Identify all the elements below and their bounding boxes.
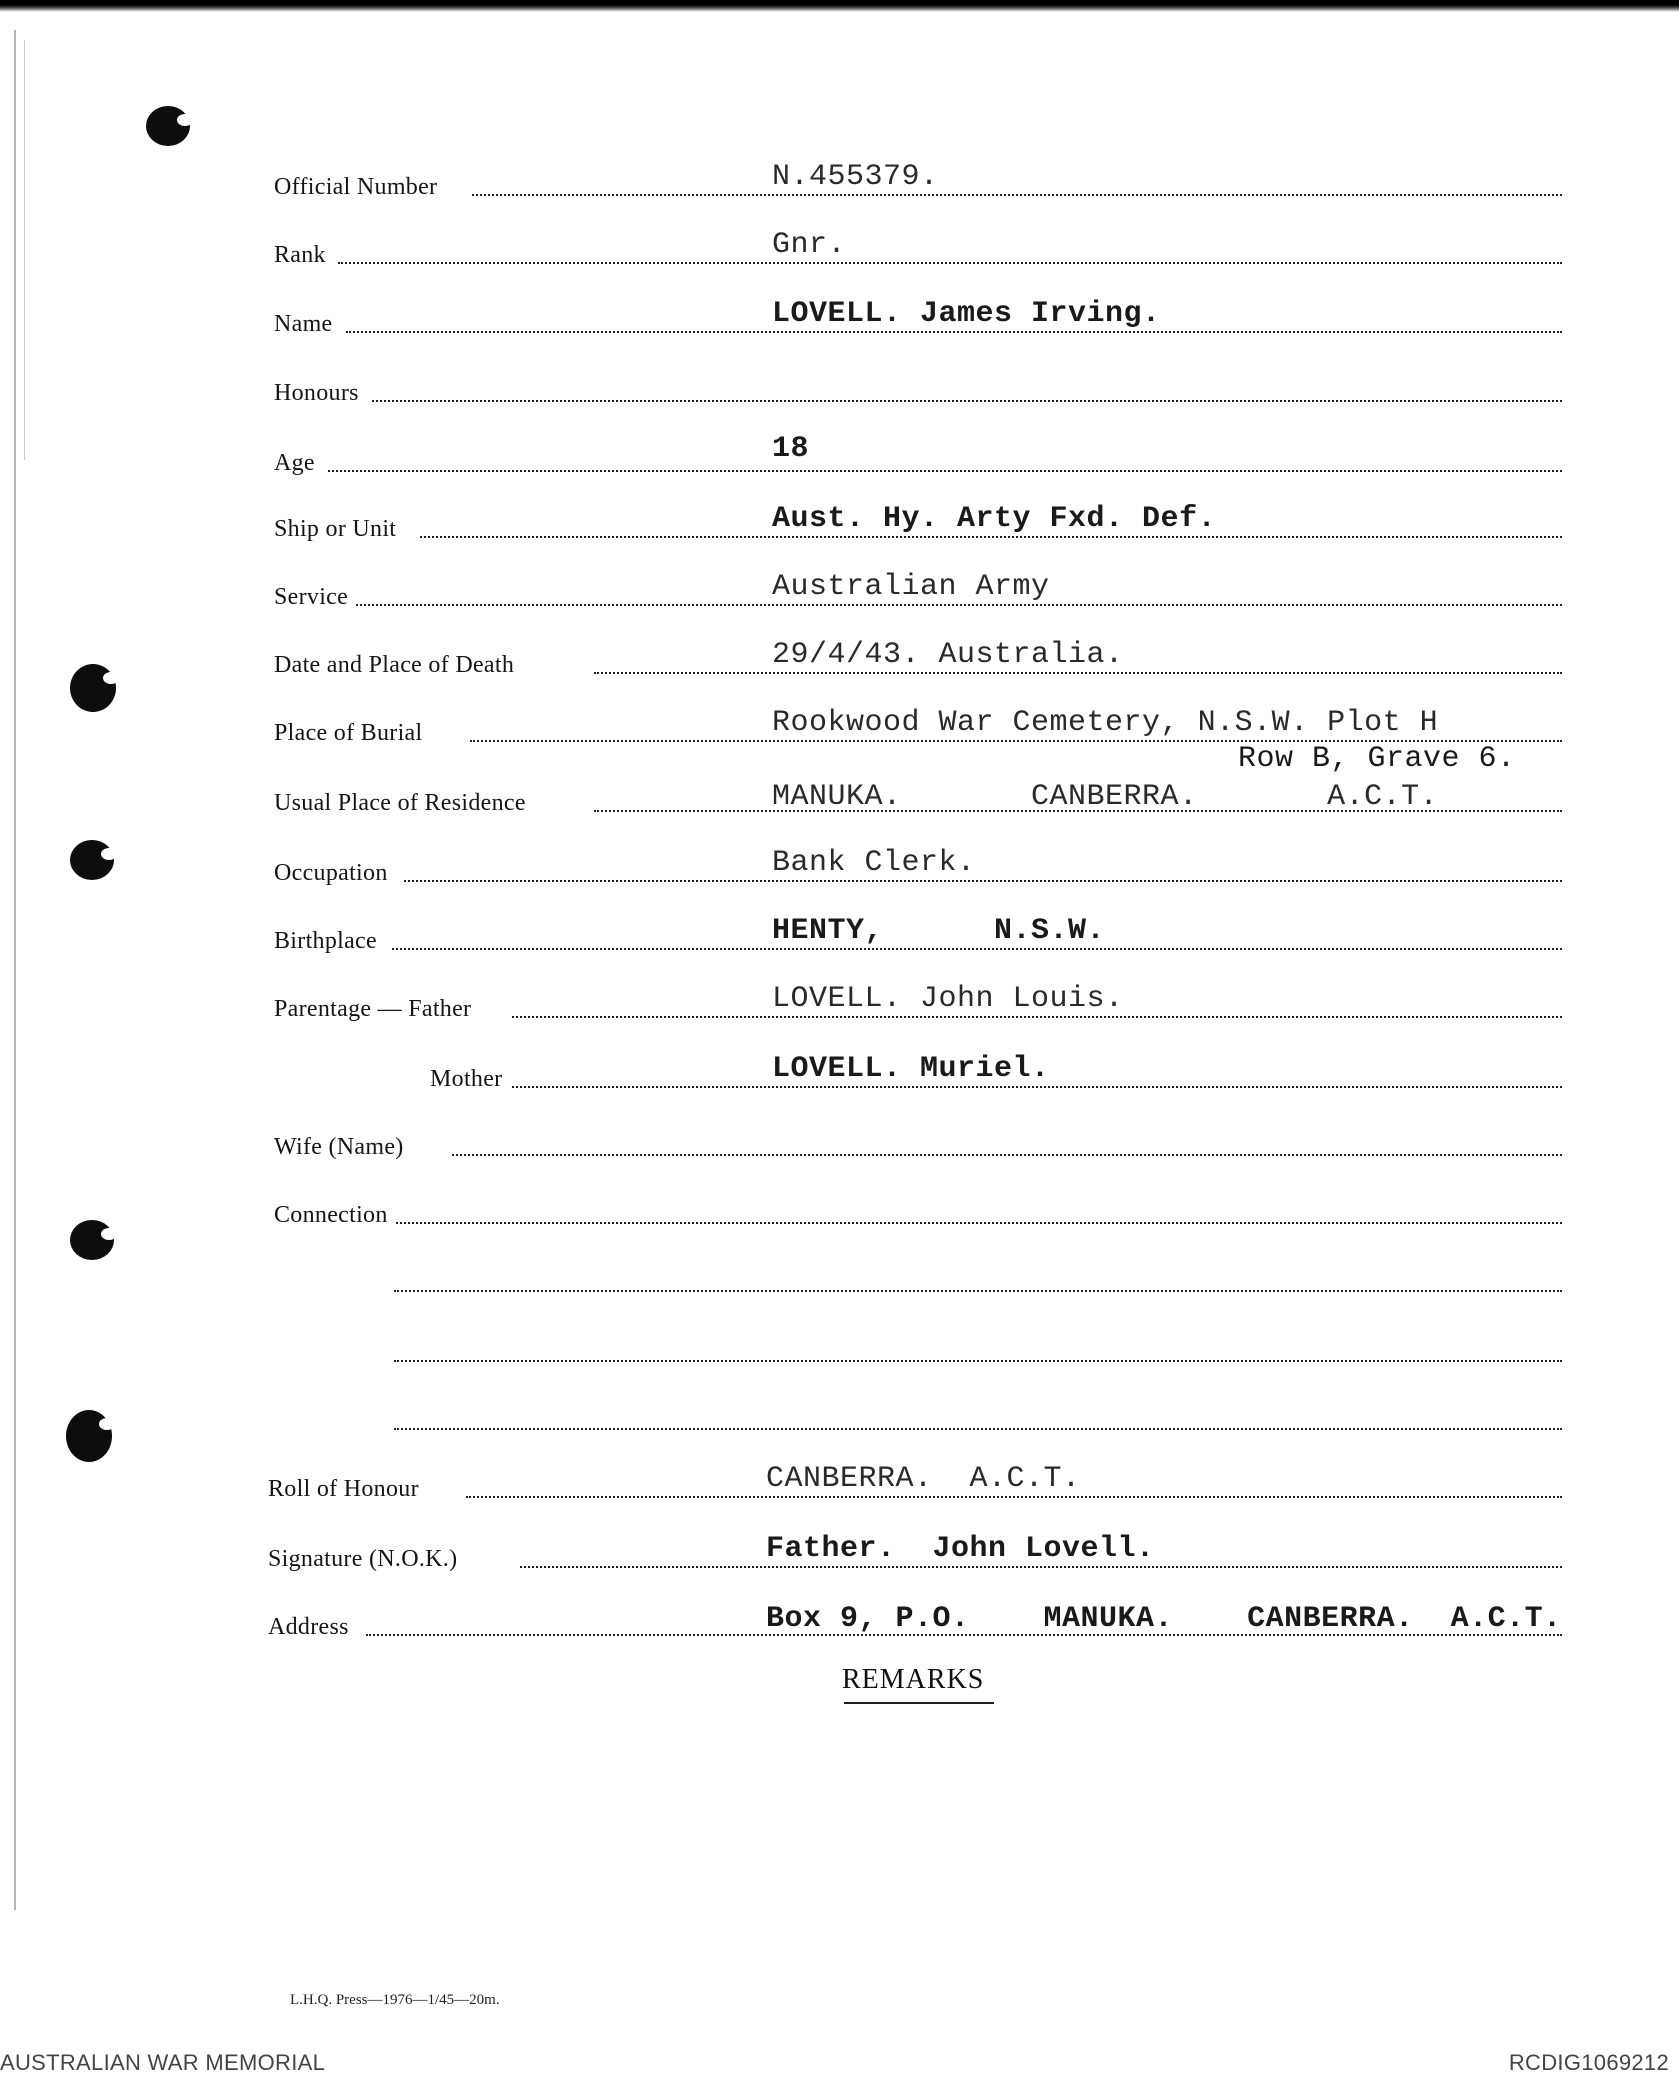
row-father <box>0 982 1679 1042</box>
value-address: Box 9, P.O. MANUKA. CANBERRA. A.C.T. <box>766 1602 1562 1636</box>
label-official-number: Official Number <box>274 174 438 200</box>
label-wife: Wife (Name) <box>274 1134 404 1160</box>
scan-top-edge <box>0 0 1679 12</box>
row-wife <box>0 1120 1679 1180</box>
label-ship-or-unit: Ship or Unit <box>274 516 397 542</box>
label-service: Service <box>274 584 349 610</box>
value-signature: Father. John Lovell. <box>766 1532 1155 1566</box>
row-name <box>0 297 1679 357</box>
label-place-of-burial: Place of Burial <box>274 720 423 746</box>
value-father: LOVELL. John Louis. <box>772 982 1124 1016</box>
row-roll-of-honour <box>0 1462 1679 1522</box>
label-name: Name <box>274 311 333 337</box>
value-rank: Gnr. <box>772 228 847 262</box>
dotted-line <box>392 948 1562 950</box>
value-place-of-burial-line2: Row B, Grave 6. <box>1238 742 1516 776</box>
label-signature: Signature (N.O.K.) <box>268 1546 458 1572</box>
label-usual-residence: Usual Place of Residence <box>274 790 526 816</box>
value-place-of-burial: Rookwood War Cemetery, N.S.W. Plot H <box>772 706 1439 740</box>
row-date-place-death <box>0 638 1679 698</box>
value-date-place-death: 29/4/43. Australia. <box>772 638 1124 672</box>
label-mother: Mother <box>430 1066 503 1092</box>
dotted-line <box>520 1566 1562 1568</box>
row-birthplace <box>0 914 1679 974</box>
blank-dotted-line <box>394 1428 1562 1430</box>
row-occupation <box>0 846 1679 906</box>
dotted-line <box>512 1086 1562 1088</box>
value-birthplace: HENTY, N.S.W. <box>772 914 1106 948</box>
value-occupation: Bank Clerk. <box>772 846 976 880</box>
row-signature <box>0 1532 1679 1592</box>
dotted-line <box>452 1154 1562 1156</box>
value-name: LOVELL. James Irving. <box>772 297 1161 331</box>
label-honours: Honours <box>274 380 359 406</box>
dotted-line <box>396 1222 1562 1224</box>
value-official-number: N.455379. <box>772 160 939 194</box>
label-rank: Rank <box>274 242 326 268</box>
footer-archive-name: AUSTRALIAN WAR MEMORIAL <box>0 2050 326 2075</box>
row-official-number <box>0 160 1679 220</box>
row-honours <box>0 366 1679 426</box>
punch-hole <box>146 106 190 146</box>
row-place-of-burial <box>0 706 1679 776</box>
label-father: Parentage — Father <box>274 996 472 1022</box>
row-connection <box>0 1188 1679 1248</box>
printer-imprint: L.H.Q. Press—1976—1/45—20m. <box>290 1992 500 2008</box>
value-ship-or-unit: Aust. Hy. Arty Fxd. Def. <box>772 502 1217 536</box>
dotted-line <box>594 672 1562 674</box>
dotted-line <box>420 536 1562 538</box>
value-mother: LOVELL. Muriel. <box>772 1052 1050 1086</box>
dotted-line <box>472 194 1562 196</box>
dotted-line <box>338 262 1562 264</box>
row-age <box>0 432 1679 496</box>
label-address: Address <box>268 1614 349 1640</box>
dotted-line <box>404 880 1562 882</box>
value-age: 18 <box>772 432 810 466</box>
blank-dotted-line <box>394 1360 1562 1362</box>
label-birthplace: Birthplace <box>274 928 377 954</box>
value-roll-of-honour: CANBERRA. A.C.T. <box>766 1462 1081 1496</box>
row-ship-or-unit <box>0 502 1679 562</box>
value-service: Australian Army <box>772 570 1050 604</box>
dotted-line <box>512 1016 1562 1018</box>
row-mother <box>0 1052 1679 1112</box>
row-usual-residence <box>0 776 1679 836</box>
label-roll-of-honour: Roll of Honour <box>268 1476 419 1502</box>
remarks-underline <box>844 1702 994 1704</box>
value-usual-residence: MANUKA. CANBERRA. A.C.T. <box>772 780 1439 814</box>
dotted-line <box>372 400 1562 402</box>
row-address <box>0 1600 1679 1660</box>
row-rank <box>0 228 1679 288</box>
label-connection: Connection <box>274 1202 388 1228</box>
remarks-heading: REMARKS <box>842 1664 985 1695</box>
row-service <box>0 570 1679 630</box>
blank-dotted-line <box>394 1290 1562 1292</box>
punch-hole <box>66 1410 112 1462</box>
dotted-line <box>328 470 1562 472</box>
label-occupation: Occupation <box>274 860 388 886</box>
footer-record-id: RCDIG1069212 <box>1508 2050 1669 2075</box>
label-date-place-death: Date and Place of Death <box>274 652 515 678</box>
label-age: Age <box>274 450 315 476</box>
dotted-line <box>356 604 1562 606</box>
dotted-line <box>346 331 1562 333</box>
dotted-line <box>466 1496 1562 1498</box>
